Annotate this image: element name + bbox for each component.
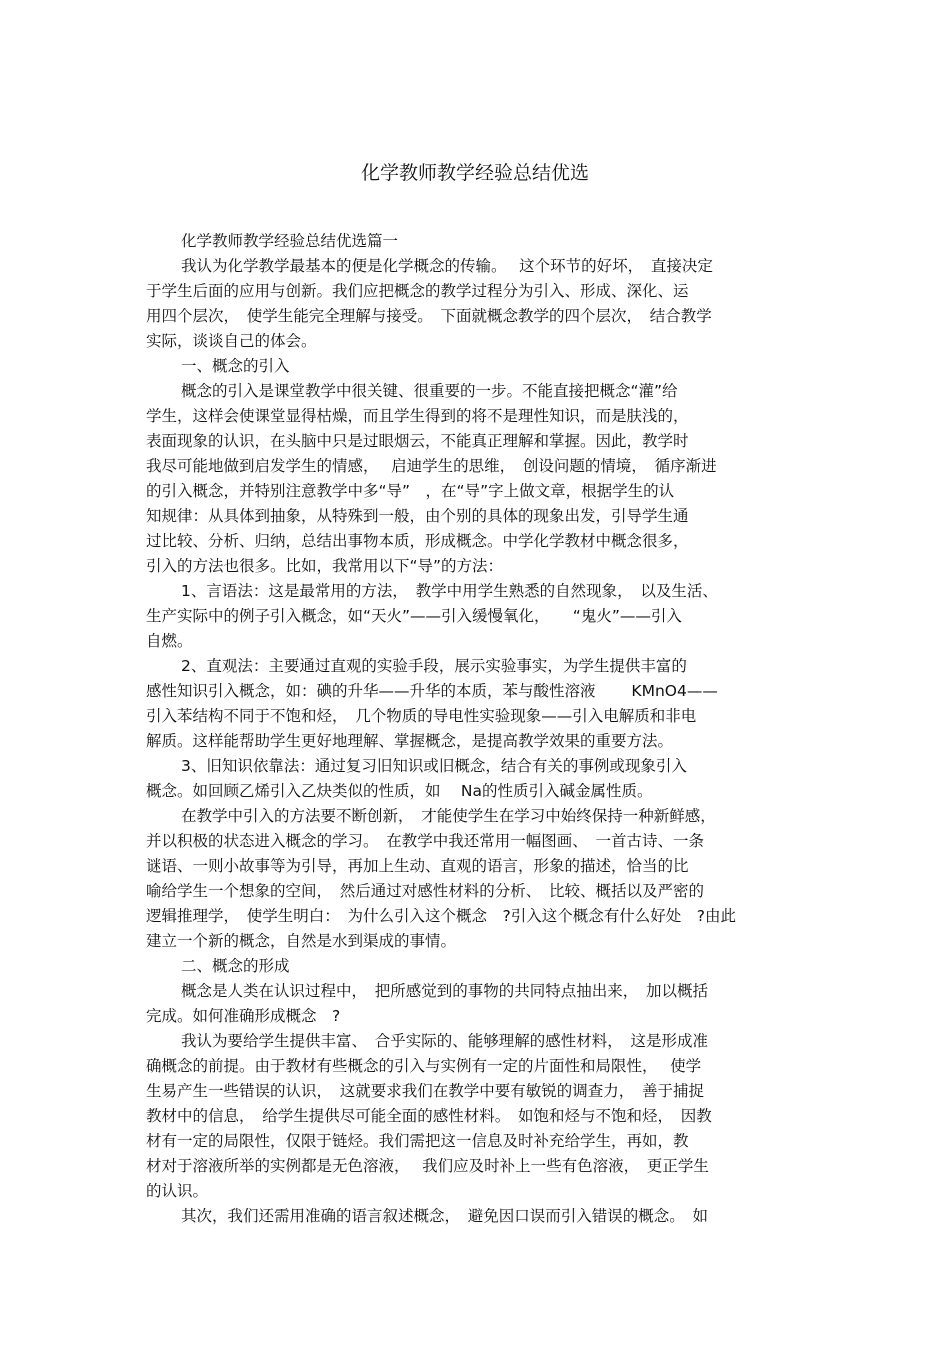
paragraph-line: 的引入概念，并特别注意教学中多“导” ，在“导”字上做文章，根据学生的认 (146, 482, 675, 500)
paragraph-line: 2、直观法：主要通过直观的实验手段，展示实验事实，为学生提供丰富的 (181, 657, 687, 675)
paragraph-line: 感性知识引入概念，如：碘的升华——升华的本质，苯与酸性溶液 KMnO4—— (146, 682, 718, 700)
paragraph-line: 建立一个新的概念，自然是水到渠成的事情。 (146, 932, 457, 950)
paragraph-line: 自燃。 (146, 632, 193, 650)
paragraph-line: 学生，这样会使课堂显得枯燥，而且学生得到的将不是理性知识，而是肤浅的， (146, 407, 689, 425)
paragraph-line: 用四个层次， 使学生能完全理解与接受。 下面就概念教学的四个层次， 结合教学 (146, 307, 712, 325)
paragraph-line: 我认为化学教学最基本的便是化学概念的传输。 这个环节的好坏， 直接决定 (181, 257, 713, 275)
paragraph-line: 逻辑推理学， 使学生明白： 为什么引入这个概念 ?引入这个概念有什么好处 ?由此 (146, 907, 736, 925)
paragraph-line: 材有一定的局限性，仅限于链烃。我们需把这一信息及时补充给学生，再如，教 (146, 1132, 689, 1150)
paragraph-line: 生产实际中的例子引入概念，如“天火”——引入缓慢氧化， “鬼火”——引入 (146, 607, 682, 625)
paragraph-line: 实际，谈谈自己的体会。 (146, 332, 317, 350)
paragraph-line: 表面现象的认识，在头脑中只是过眼烟云，不能真正理解和掌握。因此，教学时 (146, 432, 689, 450)
paragraph-line: 其次，我们还需用准确的语言叙述概念， 避免因口误而引入错误的概念。 如 (181, 1207, 709, 1225)
paragraph-line: 完成。如何准确形成概念 ? (146, 1007, 341, 1025)
paragraph-line: 确概念的前提。由于教材有些概念的引入与实例有一定的片面性和局限性， 使学 (146, 1057, 702, 1075)
paragraph-line: 1、言语法：这是最常用的方法， 教学中用学生熟悉的自然现象， 以及生活、 (181, 582, 718, 600)
section-heading: 一、概念的引入 (181, 357, 290, 375)
paragraph-line: 教材中的信息， 给学生提供尽可能全面的感性材料。 如饱和烃与不饱和烃， 因教 (146, 1107, 712, 1125)
paragraph-line: 于学生后面的应用与创新。我们应把概念的教学过程分为引入、形成、深化、运 (146, 282, 689, 300)
paragraph-line: 喻给学生一个想象的空间， 然后通过对感性材料的分析、 比较、概括以及严密的 (146, 882, 705, 900)
paragraph-line: 概念。如回顾乙烯引入乙炔类似的性质，如 Na的性质引入碱金属性质。 (146, 782, 653, 800)
paragraph-line: 材对于溶液所举的实例都是无色溶液， 我们应及时补上一些有色溶液， 更正学生 (146, 1157, 709, 1175)
paragraph-line: 3、旧知识依靠法：通过复习旧知识或旧概念，结合有关的事例或现象引入 (181, 757, 687, 775)
paragraph-line: 生易产生一些错误的认识， 这就要求我们在教学中要有敏锐的调查力， 善于捕捉 (146, 1082, 705, 1100)
paragraph-line: 过比较、分析、归纳，总结出事物本质，形成概念。中学化学教材中概念很多， (146, 532, 689, 550)
document-title: 化学教师教学经验总结优选 (360, 162, 589, 184)
paragraph-line: 我认为要给学生提供丰富、 合乎实际的、能够理解的感性材料， 这是形成准 (181, 1032, 709, 1050)
paragraph-line: 引入苯结构不同于不饱和烃， 几个物质的导电性实验现象——引入电解质和非电 (146, 707, 697, 725)
paragraph-line: 概念的引入是课堂教学中很关键、很重要的一步。不能直接把概念“灌”给 (181, 382, 678, 400)
paragraph-line: 解质。这样能帮助学生更好地理解、掌握概念，是提高教学效果的重要方法。 (146, 732, 674, 750)
paragraph-line: 引入的方法也很多。比如，我常用以下“导”的方法： (146, 557, 504, 575)
section-heading: 二、概念的形成 (181, 957, 290, 975)
paragraph-line: 知规律：从具体到抽象，从特殊到一般，由个别的具体的现象出发，引导学生通 (146, 507, 689, 525)
paragraph-line: 概念是人类在认识过程中， 把所感觉到的事物的共同特点抽出来， 加以概括 (181, 982, 709, 1000)
section-heading: 化学教师教学经验总结优选篇一 (181, 232, 399, 250)
paragraph-line: 的认识。 (146, 1182, 209, 1200)
paragraph-line: 并以积极的状态进入概念的学习。 在教学中我还常用一幅图画、 一首古诗、一条 (146, 832, 705, 850)
paragraph-line: 谜语、一则小故事等为引导，再加上生动、直观的语言，形象的描述，恰当的比 (146, 857, 689, 875)
paragraph-line: 在教学中引入的方法要不断创新， 才能使学生在学习中始终保持一种新鲜感， (181, 807, 716, 825)
paragraph-line: 我尽可能地做到启发学生的情感， 启迪学生的思维， 创设问题的情境， 循序渐进 (146, 457, 717, 475)
